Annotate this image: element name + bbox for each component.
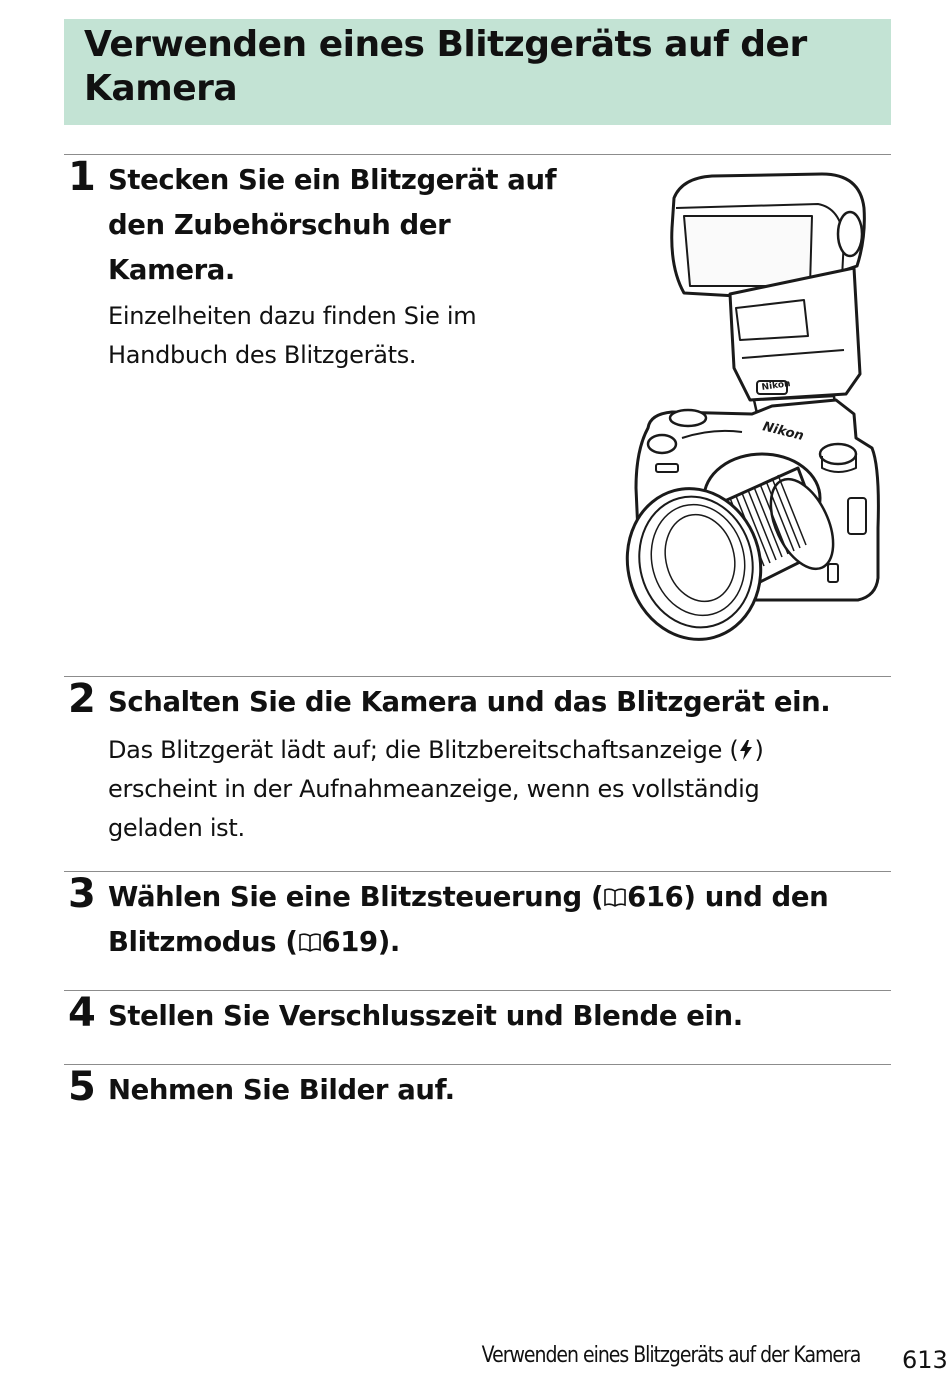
step-1-heading-line: den Zubehörschuh der	[108, 209, 451, 241]
step-5-number: 5	[68, 1064, 95, 1110]
step-3-heading-line	[108, 875, 828, 920]
step-3-heading-line	[108, 920, 828, 965]
step-1-text-line: Einzelheiten dazu finden Sie im	[108, 302, 477, 330]
page-reference-icon	[299, 933, 321, 952]
divider	[64, 990, 891, 991]
step-1-heading-line: Kamera.	[108, 254, 235, 286]
divider	[64, 154, 891, 155]
camera-with-flash-illustration	[622, 168, 884, 646]
step-3-page-ref[interactable]: 616	[627, 881, 684, 913]
step-4-heading: Stellen Sie Verschlusszeit und Blende ein.	[108, 1000, 743, 1032]
step-4-number: 4	[68, 990, 95, 1036]
step-2-text-line: erscheint in der Aufnahmeanzeige, wenn es vollständig	[108, 775, 760, 803]
divider	[64, 676, 891, 677]
step-3-heading-part: ) und den	[683, 881, 829, 913]
step-5-heading: Nehmen Sie Bilder auf.	[108, 1074, 455, 1106]
camera-brand-logo: Nikon	[761, 419, 806, 444]
step-2-text-part: )	[754, 736, 764, 764]
step-3-heading-part: Blitzmodus (	[108, 926, 298, 958]
page-number: 613	[902, 1346, 948, 1374]
flash-ready-icon	[738, 739, 754, 761]
step-1-number: 1	[68, 154, 95, 200]
step-2-text	[108, 731, 764, 848]
step-2-text-line: geladen ist.	[108, 814, 245, 842]
page-reference-icon	[604, 888, 626, 907]
title-banner	[64, 19, 891, 125]
step-2-text-part: Das Blitzgerät lädt auf; die Blitzbereitschaftsanzeige (	[108, 736, 739, 764]
step-2-number: 2	[68, 676, 95, 722]
page-title: Verwenden eines Blitzgeräts auf der Kamera	[84, 24, 807, 109]
step-1-text	[108, 297, 476, 375]
step-3-heading	[108, 875, 828, 965]
step-2-text-line	[108, 731, 764, 770]
divider	[64, 871, 891, 872]
step-1-text-line: Handbuch des Blitzgeräts.	[108, 341, 417, 369]
step-3-heading-part: ).	[377, 926, 400, 958]
step-3-heading-part: Wählen Sie eine Blitzsteuerung (	[108, 881, 604, 913]
step-3-number: 3	[68, 871, 95, 917]
step-1-heading	[108, 158, 556, 293]
step-3-page-ref[interactable]: 619	[321, 926, 378, 958]
flash-brand-logo: Nikon	[761, 379, 792, 393]
divider	[64, 1064, 891, 1065]
step-2-heading: Schalten Sie die Kamera und das Blitzgerät ein.	[108, 686, 831, 718]
footer-section-title: Verwenden eines Blitzgeräts auf der Kamera	[481, 1343, 860, 1368]
step-1-heading-line: Stecken Sie ein Blitzgerät auf	[108, 164, 557, 196]
